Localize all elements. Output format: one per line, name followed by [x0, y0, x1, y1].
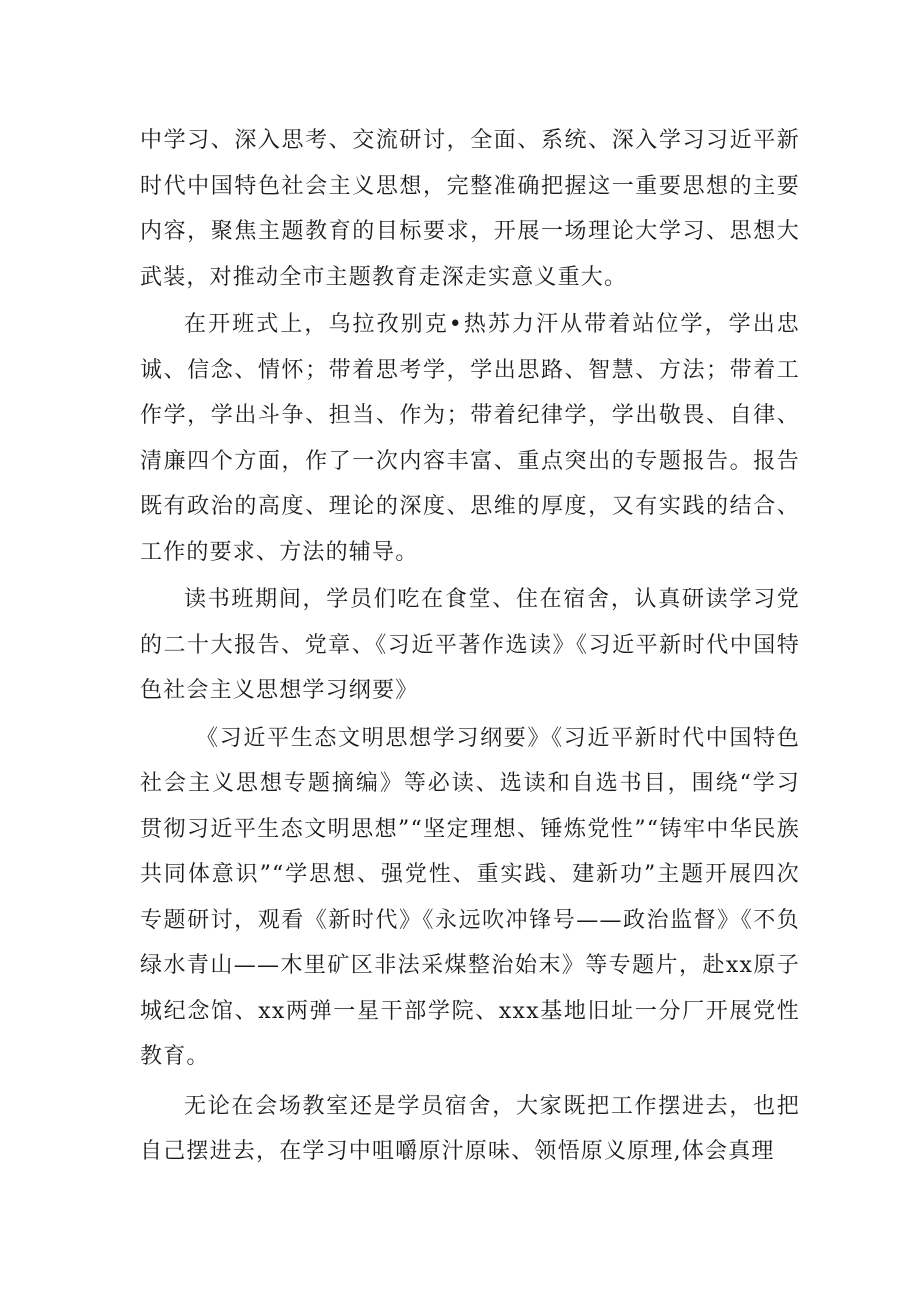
paragraph-3: 读书班期间，学员们吃在食堂、住在宿舍，认真研读学习党的二十大报告、党章、《习近平著作选读》《习近平新时代中国特色社会主义思想学习纲要》 — [140, 587, 800, 703]
document-body — [140, 118, 800, 1175]
paragraph-4: 《习近平生态文明思想学习纲要》《习近平新时代中国特色社会主义思想专题摘编》等必读、选读和自选书目，围绕“学习贯彻习近平生态文明思想”“坚定理想、锤炼党性”“铸牢中华民族共同体意识”“学思想、强党性、重实践、建新功”主题开展四次专题研讨，观看《新时代》《永远吹冲锋号——政治监督》《不负绿水青山——木里矿区非法采煤整治始末》等专题片，赴xx原子城纪念馆、xx两弹一星干部学院、xxx基地旧址一分厂开展党性教育。 — [140, 725, 800, 1069]
paragraph-1: 中学习、深入思考、交流研讨，全面、系统、深入学习习近平新时代中国特色社会主义思想，完整准确把握这一重要思想的主要内容，聚焦主题教育的目标要求，开展一场理论大学习、思想大武装，对推动全市主题教育走深走实意义重大。 — [140, 128, 800, 290]
paragraph-2: 在开班式上，乌拉孜别克•热苏力汗从带着站位学，学出忠诚、信念、情怀；带着思考学，学出思路、智慧、方法；带着工作学，学出斗争、担当、作为；带着纪律学，学出敬畏、自律、清廉四个方面，作了一次内容丰富、重点突出的专题报告。报告既有政治的高度、理论的深度、思维的厚度，又有实践的结合、工作的要求、方法的辅导。 — [140, 312, 800, 565]
paragraph-5: 无论在会场教室还是学员宿舍，大家既把工作摆进去，也把自己摆进去，在学习中咀嚼原汁原味、领悟原义原理,体会真理 — [140, 1093, 800, 1164]
